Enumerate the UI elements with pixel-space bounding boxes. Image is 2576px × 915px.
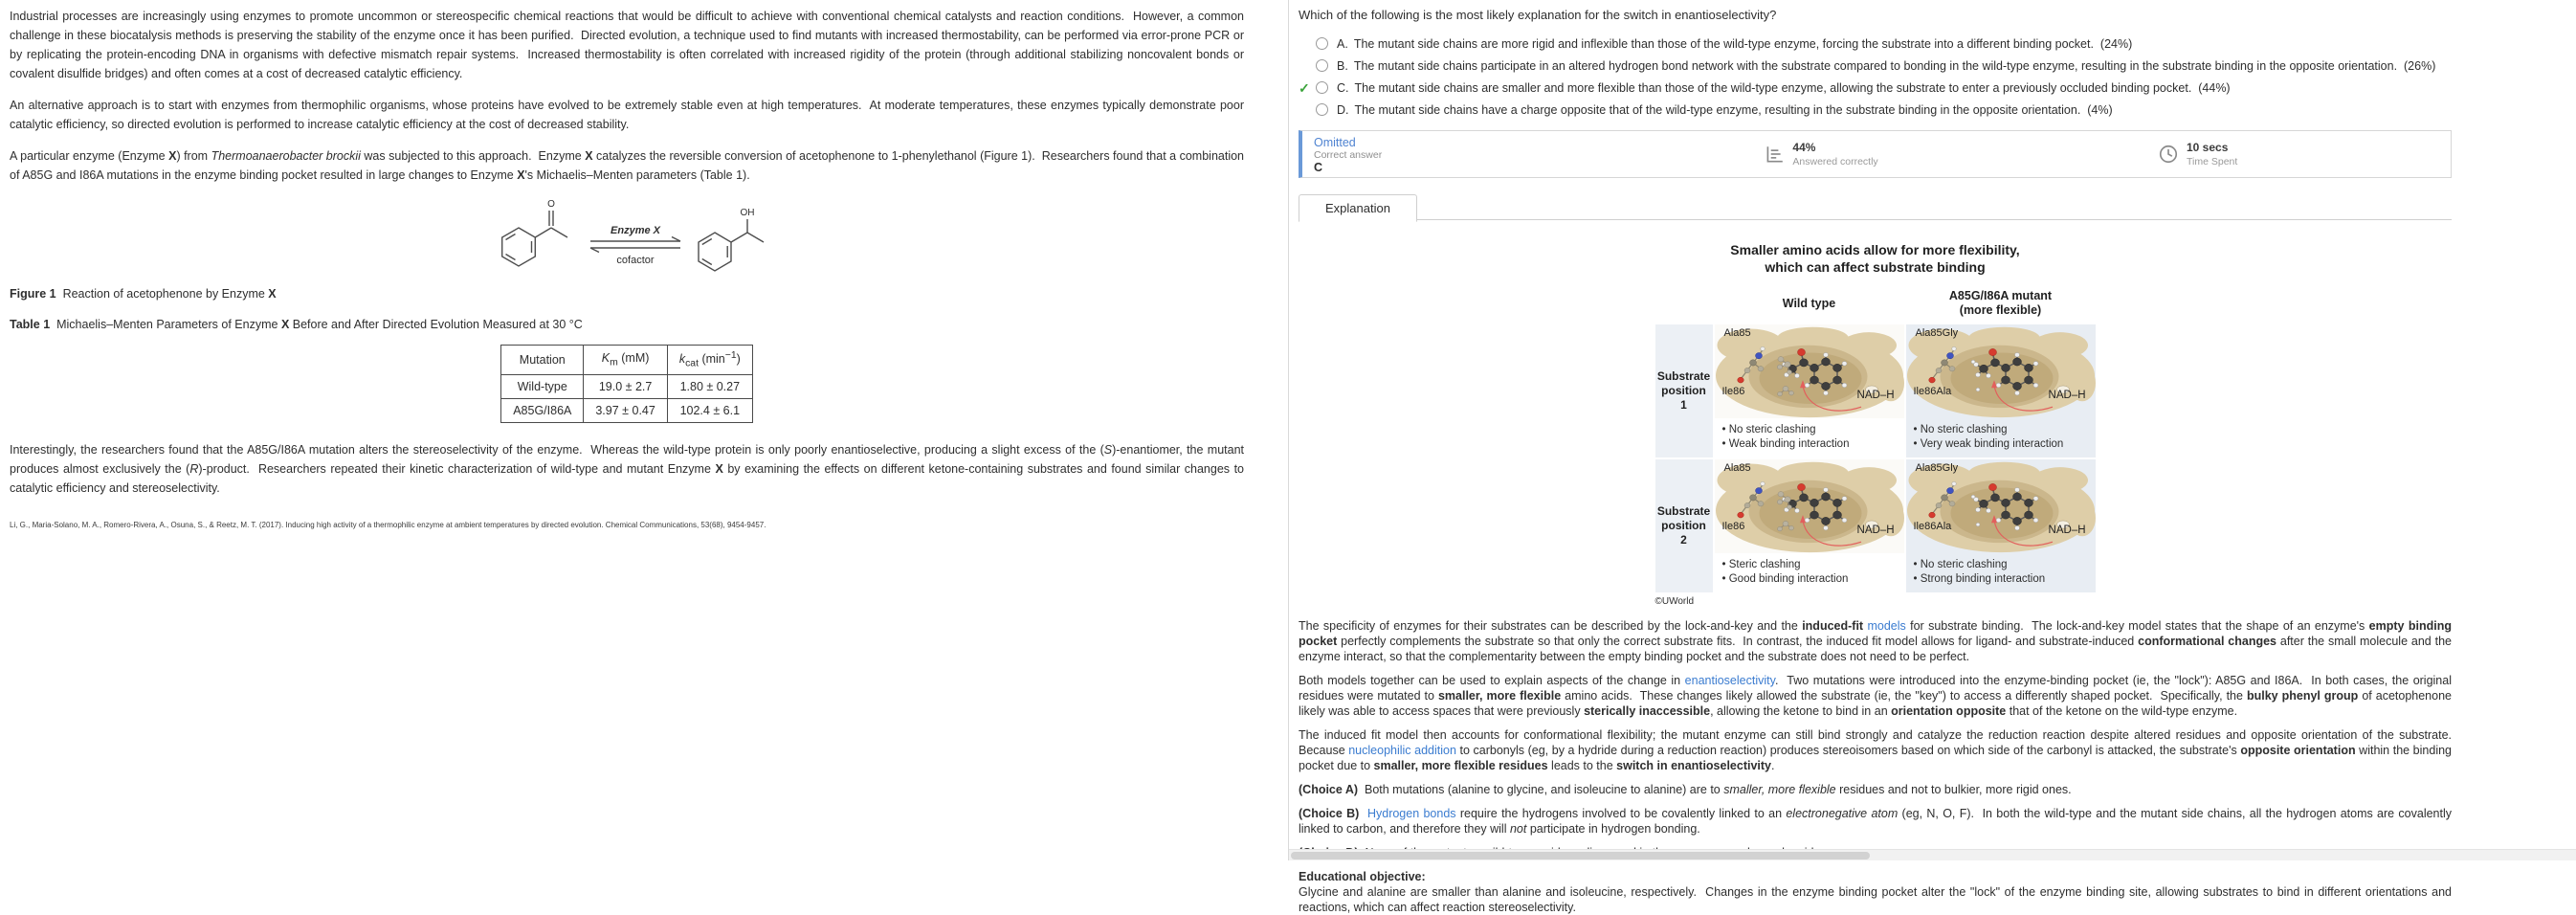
percent-correct-label: Answered correctly [1792,156,1878,167]
choice-a[interactable] [1299,37,2452,51]
explanation-paragraph-3: The induced fit model then accounts for conformational flexibility; the mutant enzyme can still bind strongly and catalyze the reduction reaction despite altered residues and opposite orientation of the substrate. Because nucleophilic addition to carbonyls (eg, by a hydride during a reduction reaction) produces stereoisomers based on which side of the carbonyl is attacked, the substrate's opposite orientation within the binding pocket due to smaller, more flexible residues leads to the switch in enantioselectivity. [1299,728,2458,772]
nadh-label: NAD–H [1856,524,1895,536]
educational-objective: Educational objective: Glycine and alanine are smaller than alanine and isoleucine, respectively. Changes in the enzyme binding pocket alter the "lock" of the enzyme binding site, allowing substrates to bind in different orientations and reactions, which can affect reaction stereoselectivity. [1299,870,2455,914]
figure-cell-mutant-pos2 [1906,459,2096,592]
column-header-mutant: A85G/I86A mutant (more flexible) [1906,284,2096,323]
cell-km: 3.97 ± 0.47 [584,398,667,422]
table-header-kcat: $k_{cat}$ $(\min^{-1})$ [667,346,752,375]
result-status-block [1314,136,1764,172]
cell-mutation: A85G/I86A [501,398,584,422]
residue-label: Ile86Ala [1913,521,1952,532]
row-label-substrate-position-1: Substrate position 1 [1655,324,1713,458]
nadh-label: NAD–H [1856,390,1895,401]
cell-notes: • No steric clashing • Very weak binding interaction [1906,418,2096,458]
choice-c-text: C. The mutant side chains are smaller and more flexible than those of the wild-type enzyme, allowing the substrate to enter a previously occluded binding pocket. (44%) [1337,81,2231,95]
percent-correct-value: 44% [1792,141,1816,154]
residue-label: Ala85 [1723,462,1751,474]
table-row [501,374,753,398]
svg-text:O: O [547,199,555,210]
passage-paragraph-4: Interestingly, the researchers found that the A85G/I86A mutation alters the stereoselectivity of the enzyme. Whereas the wild-type protein is only poorly enantioselective, producing a slight excess of the (S)-enantiomer, the mutant produces almost exclusively the (R)-product. Researchers repeated their kinetic characterization of wild-type and mutant Enzyme X by examining the effects on different ketone-containing substrates and found similar changes to catalytic efficiency and stereoselectivity. [10,442,1248,495]
choice-a-percent: (24%) [2099,37,2133,51]
stat-text [2187,141,2237,167]
choice-d[interactable] [1299,103,2452,117]
passage-panel [0,0,1288,860]
choice-d-text: D. The mutant side chains have a charge opposite that of the wild-type enzyme, resulting in the substrate binding in the opposite orientation. (4%) [1337,103,2113,117]
residue-label: Ala85 [1723,327,1751,339]
tab-bar [1299,193,2452,220]
figure-cell-mutant-pos1 [1906,324,2096,458]
answered-correctly-stat [1764,136,2158,172]
table-header-row [501,346,753,375]
explanation-figure [1655,241,2096,607]
enzyme-pocket-image [1906,459,2096,553]
figure-1-reaction-scheme [10,197,1244,279]
svg-text:Enzyme X: Enzyme X [611,225,660,236]
residue-label: Ile86 [1721,386,1745,397]
tab-explanation[interactable]: Explanation [1299,194,1417,222]
residue-label: Ile86Ala [1913,386,1952,397]
choice-a-text: A. The mutant side chains are more rigid and inflexible than those of the wild-type enzyme, forcing the substrate into a different binding pocket. (24%) [1337,37,2133,51]
choice-d-radio[interactable] [1316,103,1328,116]
choice-c-percent: (44%) [2198,81,2231,95]
result-summary-box [1299,130,2452,178]
choice-c-radio[interactable] [1316,81,1328,94]
explanation-paragraph-1: The specificity of enzymes for their substrates can be described by the lock-and-key and the induced-fit models for substrate binding. The lock-and-key model states that the shape of an enzyme's empty binding pocket perfectly complements the substrate so that only the correct substrate fits. In contrast, the induced fit model allows for ligand- and substrate-induced conformational changes after the small molecule and the enzyme interact, so that the complementarity between the empty binding pocket and the substrate does not need to be perfect. [1299,619,2455,663]
stat-text [1792,141,1877,167]
passage-paragraph-1: Industrial processes are increasingly using enzymes to promote uncommon or stereospecific chemical reactions that would be difficult to achieve with conventional chemical catalysts and reaction conditions. However, a common challenge in these biocatalysis methods is preserving the stability of the enzyme once it has been purified. Directed evolution, a technique used to find mutants with increased thermostability, can be performed via error-prone PCR or by replicating the protein-encoding DNA in organisms with defective mismatch repair systems. Increased thermostability is often correlated with increased rigidity of the protein (through additional stabilizing noncovalent bonds or covalent disulfide bridges) and often comes at a cost of decreased catalytic efficiency. [10,10,1248,80]
correct-answer-label: Correct answer [1314,149,1383,161]
figure-cell-wild-pos1 [1715,324,1904,458]
status-omitted: Omitted [1314,136,1356,149]
passage-paragraph-3: A particular enzyme (Enzyme X) from Thermoanaerobacter brockii was subjected to this approach. Enzyme X catalyzes the reversible conversion of acetophenone to 1-phenylethanol (Figure 1). Researchers found that a combination of A85G and I86A mutations in the enzyme binding pocket resulted in large changes to Enzyme X's Michaelis–Menten parameters (Table 1). [10,149,1248,182]
table-1-title: Table 1 Michaelis–Menten Parameters of Enzyme X Before and After Directed Evolution Measured at 30 °C [10,318,583,331]
cell-notes: • Steric clashing • Good binding interaction [1715,553,1904,592]
residue-label: Ala85Gly [1915,462,1959,474]
question-panel [1288,0,2576,914]
table-row [501,398,753,422]
cell-km: 19.0 ± 2.7 [584,374,667,398]
figure-1-caption: Figure 1 Reaction of acetophenone by Enzyme X [10,287,277,301]
enzyme-pocket-image [1715,324,1904,418]
choice-d-percent: (4%) [2087,103,2113,117]
figure-title-line2: which can affect substrate binding [1765,259,1986,275]
explanation-paragraph-2: Both models together can be used to explain aspects of the change in enantioselectivity. Two mutations were introduced into the enzyme-binding pocket (ie, the "lock"): A85G and I86A. In both cases, the original residues were mutated to smaller, more flexible amino acids. These changes likely allowed the substrate (ie, the "key") to access a differently shaped pocket. Specifically, the bulky phenyl group of acetophenone likely was able to access spaces that were previously sterically inaccessible, allowing the ketone to bind in an orientation opposite that of the ketone on the wild-type enzyme. [1299,674,2455,718]
reaction-scheme-drawing [464,197,789,279]
clock-icon [2158,144,2179,165]
figure-title [1655,241,2096,276]
figure-corner-cell [1655,284,1713,323]
choice-a-radio[interactable] [1316,37,1328,50]
explanation-body [1299,618,2458,915]
horizontal-scrollbar[interactable] [1289,849,2576,860]
cell-kcat: 1.80 ± 0.27 [667,374,752,398]
scrollbar-thumb[interactable] [1291,852,1870,859]
time-spent-value: 10 secs [2186,141,2229,154]
cell-kcat: 102.4 ± 6.1 [667,398,752,422]
choice-b-percent: (26%) [2404,59,2436,73]
enzyme-pocket-image [1715,459,1904,553]
svg-text:cofactor: cofactor [616,255,655,266]
cell-mutation: Wild-type [501,374,584,398]
figure-grid [1655,284,2096,592]
uworld-copyright: ©UWorld [1654,596,1695,607]
residue-label: Ile86 [1721,521,1745,532]
choice-b[interactable] [1299,59,2452,73]
time-spent-stat [2158,136,2439,172]
table-header-mutation: Mutation [501,346,584,375]
michaelis-menten-table [500,345,753,423]
enzyme-pocket-image [1906,324,2096,418]
figure-title-line1: Smaller amino acids allow for more flexibility, [1730,242,2020,257]
figure-cell-wild-pos2 [1715,459,1904,592]
correct-check-icon: ✓ [1299,80,1310,96]
correct-answer-value: C [1314,161,1323,174]
row-label-substrate-position-2: Substrate position 2 [1655,459,1713,592]
choice-b-radio[interactable] [1316,59,1328,72]
reference-citation: Li, G., Maria-Solano, M. A., Romero-Rivera, A., Osuna, S., & Reetz, M. T. (2017). Inducing high activity of a thermophilic enzyme at ambient temperatures by directed evolution. Chemical Communications, 53(68), 9454-9457. [10,520,766,529]
choice-c[interactable] [1299,81,2452,95]
bar-chart-icon [1764,144,1785,165]
cell-notes: • No steric clashing • Strong binding interaction [1906,553,2096,592]
question-stem: Which of the following is the most likely explanation for the switch in enantioselectivity? [1299,8,1777,22]
nadh-label: NAD–H [2048,390,2086,401]
choice-b-text: B. The mutant side chains participate in an altered hydrogen bond network with the substrate compared to bonding in the wild-type enzyme, resulting in the substrate binding in the opposite orientation. (26%) [1337,59,2436,73]
time-spent-label: Time Spent [2186,156,2238,167]
nadh-label: NAD–H [2048,524,2086,536]
explanation-choice-a: (Choice A) Both mutations (alanine to glycine, and isoleucine to alanine) are to smaller, more flexible residues and not to bulkier, more rigid ones. [1299,783,2072,796]
explanation-choice-b: (Choice B) Hydrogen bonds require the hydrogens involved to be covalently linked to an electronegative atom (eg, N, O, F). In both the wild-type and the mutant side chains, all the hydrogen atoms are covalently linked to carbon, and therefore they will not participate in hydrogen bonding. [1299,807,2455,836]
passage-paragraph-2: An alternative approach is to start with enzymes from thermophilic organisms, whose proteins have evolved to be extremely stable even at high temperatures. At moderate temperatures, these enzymes typically demonstrate poor catalytic efficiency, so directed evolution is performed to increase catalytic efficiency at the cost of decreased stability. [10,99,1248,131]
column-header-wild-type: Wild type [1715,284,1904,323]
cell-notes: • No steric clashing • Weak binding interaction [1715,418,1904,458]
residue-label: Ala85Gly [1915,327,1959,339]
table-header-km: $K_m$ (mM) [584,346,667,375]
svg-text:OH: OH [740,208,755,218]
